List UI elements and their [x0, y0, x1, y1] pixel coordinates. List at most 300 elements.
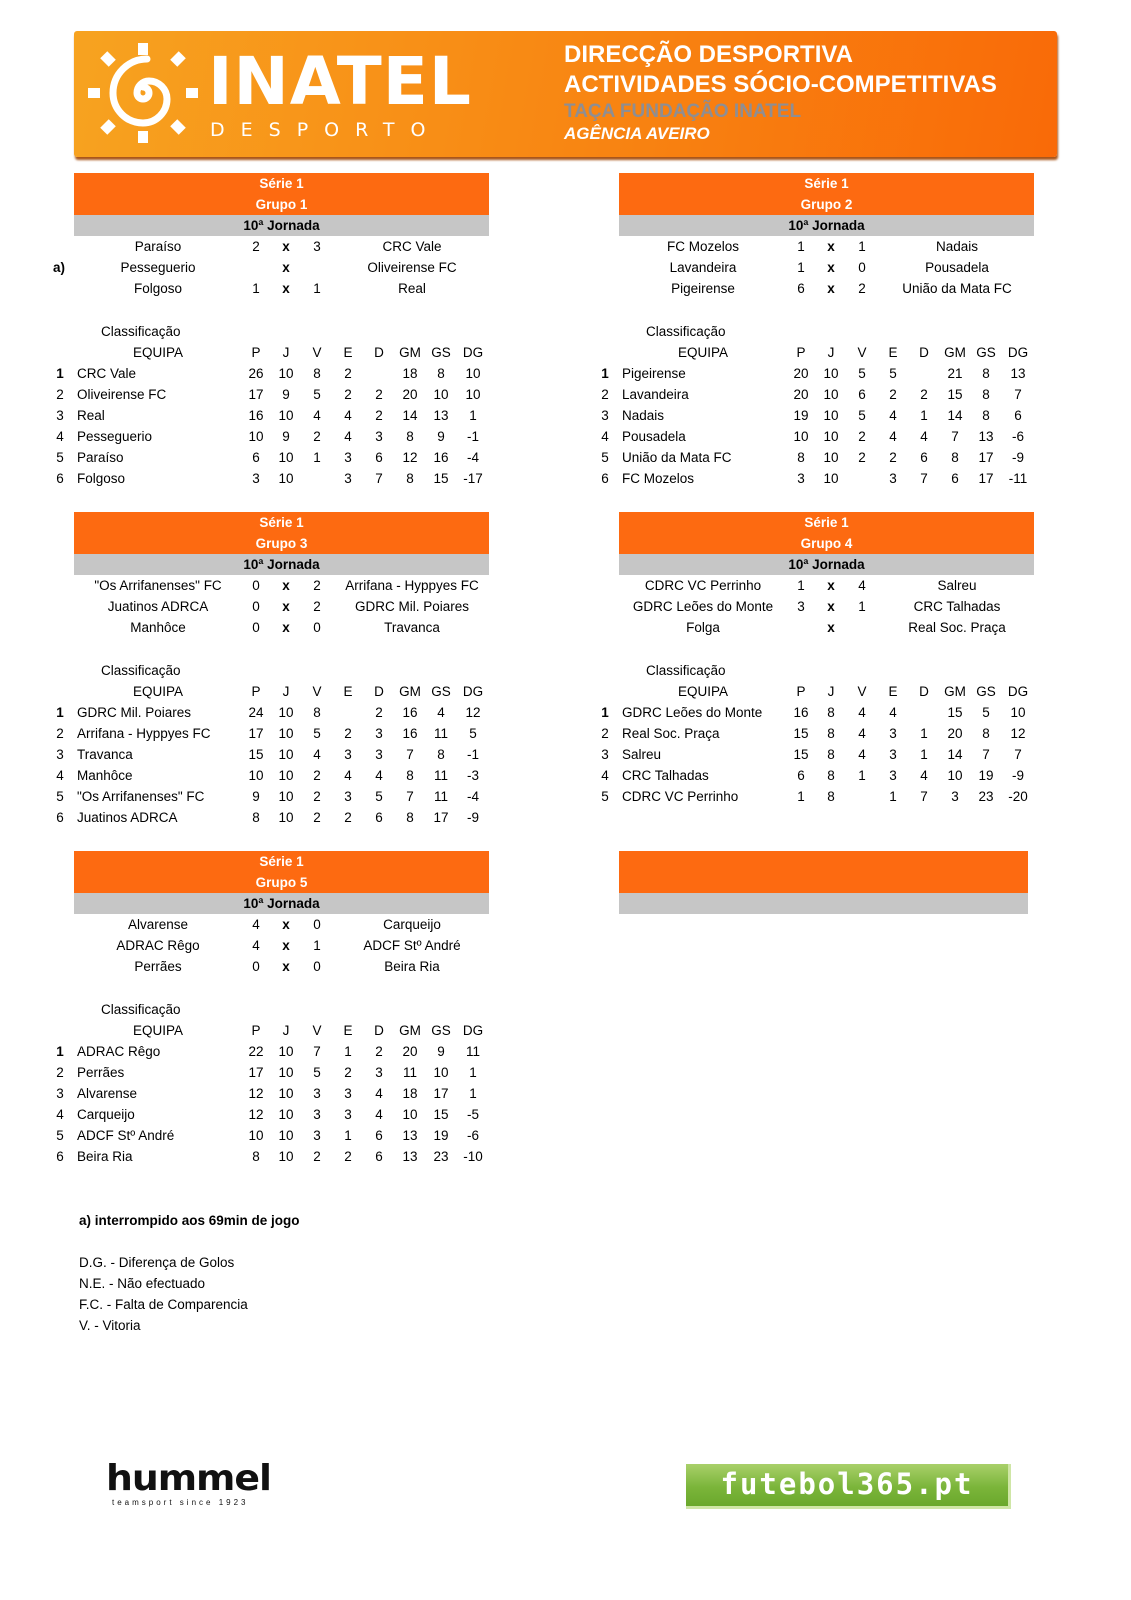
versus-mark: x: [282, 239, 290, 254]
hummel-wordmark: hummel: [106, 1458, 271, 1499]
home-score: 2: [252, 239, 260, 254]
away-team: Carqueijo: [383, 917, 441, 932]
standing-gs: 8: [982, 366, 990, 381]
standing-v: 2: [858, 429, 866, 444]
standing-p: 1: [797, 789, 805, 804]
standings-header-row: [53, 342, 513, 363]
standing-e: 4: [344, 429, 352, 444]
game-row: [53, 236, 513, 257]
standings-row: [598, 426, 1058, 447]
standing-p: 16: [248, 408, 264, 423]
standing-j: 10: [278, 471, 294, 486]
standing-team: Alvarense: [77, 1086, 138, 1101]
classification-label: Classificação: [646, 324, 726, 339]
standing-p: 3: [252, 471, 260, 486]
game-row: [53, 617, 513, 638]
away-team: ADCF Stº André: [363, 938, 461, 953]
standings-row: [598, 405, 1058, 426]
standing-j: 10: [823, 429, 839, 444]
standing-e: 3: [889, 471, 897, 486]
classification-label: Classificação: [101, 663, 181, 678]
versus-mark: x: [282, 599, 290, 614]
column-header-gm: GM: [944, 684, 966, 699]
column-header-j: J: [282, 345, 290, 360]
standings-row: [53, 468, 513, 489]
standing-dg: 10: [465, 366, 481, 381]
standing-j: 10: [278, 1065, 294, 1080]
standing-team: Beira Ria: [77, 1149, 133, 1164]
legend-item: V. - Vitoria: [79, 1318, 141, 1333]
standing-team: Arrifana - Hyppyes FC: [77, 726, 211, 741]
standing-v: 7: [313, 1044, 321, 1059]
standing-gm: 8: [951, 450, 959, 465]
standing-d: 6: [375, 1128, 383, 1143]
standing-d: 7: [375, 471, 383, 486]
standing-position: 3: [56, 747, 64, 762]
standing-gs: 10: [433, 1065, 449, 1080]
standing-gs: 5: [982, 705, 990, 720]
standing-position: 2: [601, 387, 609, 402]
legend-item: D.G. - Diferença de Golos: [79, 1255, 235, 1270]
standing-position: 6: [56, 471, 64, 486]
standing-dg: 11: [465, 1044, 480, 1059]
standing-d: 1: [920, 726, 928, 741]
game-row: [598, 596, 1058, 617]
standing-position: 5: [56, 1128, 64, 1143]
standing-v: 5: [313, 726, 321, 741]
home-score: 1: [797, 260, 805, 275]
standing-gs: 19: [978, 768, 994, 783]
away-team: CRC Vale: [382, 239, 442, 254]
game-row: [598, 617, 1058, 638]
standing-dg: 12: [1010, 726, 1026, 741]
standing-team: União da Mata FC: [622, 450, 732, 465]
standing-v: 4: [313, 408, 321, 423]
home-team: Alvarense: [127, 917, 189, 932]
standing-gs: 7: [982, 747, 990, 762]
standing-p: 12: [248, 1086, 264, 1101]
home-score: 0: [252, 599, 260, 614]
column-header-gm: GM: [399, 684, 421, 699]
home-score: 1: [797, 239, 805, 254]
standings-header-row: [53, 1020, 513, 1041]
away-team: Travanca: [384, 620, 440, 635]
standing-gm: 13: [402, 1149, 418, 1164]
standing-position: 4: [601, 768, 609, 783]
standing-gs: 15: [433, 1107, 449, 1122]
versus-mark: x: [827, 620, 835, 635]
standing-p: 10: [793, 429, 809, 444]
standing-dg: -20: [1008, 789, 1028, 804]
column-header-dg: DG: [462, 345, 484, 360]
inatel-wordmark: INATEL: [208, 43, 472, 120]
column-header-p: P: [251, 684, 261, 699]
standing-team: Folgoso: [77, 471, 126, 486]
standing-p: 6: [252, 450, 260, 465]
standing-dg: 1: [469, 1086, 477, 1101]
standing-dg: -1: [466, 429, 479, 444]
away-score: 1: [858, 599, 866, 614]
standing-position: 4: [56, 1107, 64, 1122]
away-team: GDRC Mil. Poiares: [354, 599, 470, 614]
classification-label: Classificação: [101, 324, 181, 339]
column-header-e: E: [888, 684, 898, 699]
standing-gs: 13: [978, 429, 994, 444]
column-header-p: P: [251, 1023, 261, 1038]
standing-j: 10: [278, 450, 294, 465]
away-score: 4: [858, 578, 866, 593]
standing-gs: 8: [982, 387, 990, 402]
standing-gm: 16: [402, 705, 418, 720]
standing-team: Pousadela: [622, 429, 686, 444]
standing-gs: 23: [433, 1149, 449, 1164]
standing-position: 2: [56, 387, 64, 402]
serie-header: Série 1: [74, 173, 489, 194]
versus-mark: x: [282, 260, 290, 275]
hummel-tagline: teamsport since 1923: [112, 1498, 249, 1507]
home-team: Lavandeira: [669, 260, 737, 275]
standing-position: 3: [56, 1086, 64, 1101]
standing-j: 10: [278, 408, 294, 423]
standing-team: Pesseguerio: [77, 429, 153, 444]
standing-e: 4: [344, 768, 352, 783]
standing-dg: 10: [1010, 705, 1026, 720]
standing-dg: 1: [469, 1065, 477, 1080]
standing-j: 10: [278, 1107, 294, 1122]
standing-gs: 17: [978, 471, 994, 486]
standings-row: [53, 447, 513, 468]
game-row: [53, 278, 513, 299]
standing-j: 8: [827, 705, 835, 720]
standing-d: 4: [375, 1107, 383, 1122]
standing-p: 24: [248, 705, 264, 720]
away-team: Salreu: [937, 578, 977, 593]
standings-header-row: [598, 681, 1058, 702]
away-score: 1: [858, 239, 866, 254]
standing-v: 3: [313, 1128, 321, 1143]
standing-gs: 8: [982, 408, 990, 423]
jornada-header: 10ª Jornada: [619, 215, 1034, 236]
home-team: ADRAC Rêgo: [116, 938, 200, 953]
standing-gm: 15: [947, 387, 963, 402]
away-score: 0: [313, 917, 321, 932]
standing-gs: 11: [433, 768, 448, 783]
standing-dg: -6: [466, 1128, 479, 1143]
standing-position: 1: [56, 366, 64, 381]
column-header-team: EQUIPA: [677, 345, 728, 360]
column-header-gs: GS: [431, 684, 451, 699]
standing-position: 2: [601, 726, 609, 741]
standing-v: 4: [313, 747, 321, 762]
standings-row: [598, 786, 1058, 807]
standing-d: 4: [920, 768, 928, 783]
versus-mark: x: [827, 578, 835, 593]
standing-dg: 1: [469, 408, 477, 423]
standing-team: Paraíso: [77, 450, 124, 465]
standing-j: 8: [827, 789, 835, 804]
standing-p: 17: [248, 387, 264, 402]
standing-gm: 8: [406, 471, 414, 486]
inatel-spiral-logo-icon: [88, 43, 198, 143]
standing-d: 2: [375, 1044, 383, 1059]
standing-e: 2: [344, 1065, 352, 1080]
column-header-v: V: [857, 345, 867, 360]
standing-p: 22: [248, 1044, 264, 1059]
standing-j: 10: [278, 768, 294, 783]
standing-team: ADRAC Rêgo: [77, 1044, 161, 1059]
standing-d: 6: [375, 450, 383, 465]
standing-p: 16: [793, 705, 809, 720]
standing-d: 5: [375, 789, 383, 804]
away-team: Real: [398, 281, 426, 296]
home-score: 0: [252, 578, 260, 593]
standing-gm: 20: [402, 1044, 418, 1059]
column-header-d: D: [919, 345, 929, 360]
grupo-header: Grupo 3: [74, 533, 489, 554]
standing-e: 3: [344, 450, 352, 465]
standing-e: 2: [344, 366, 352, 381]
standing-e: 1: [889, 789, 897, 804]
standing-dg: -9: [1011, 450, 1024, 465]
standings-row: [598, 447, 1058, 468]
column-header-j: J: [827, 345, 835, 360]
column-header-v: V: [312, 684, 322, 699]
standing-j: 10: [823, 450, 839, 465]
standings-row: [598, 744, 1058, 765]
standing-position: 4: [56, 429, 64, 444]
serie-header: Série 1: [619, 173, 1034, 194]
column-header-team: EQUIPA: [132, 345, 183, 360]
standing-gm: 11: [402, 1065, 417, 1080]
column-header-gs: GS: [431, 345, 451, 360]
standings-row: [53, 1062, 513, 1083]
away-score: 1: [313, 938, 321, 953]
away-score: 0: [313, 620, 321, 635]
standing-v: 8: [313, 366, 321, 381]
standing-gs: 8: [982, 726, 990, 741]
standing-d: 3: [375, 1065, 383, 1080]
standings-row: [53, 1083, 513, 1104]
classification-label: Classificação: [646, 663, 726, 678]
standing-team: GDRC Leões do Monte: [622, 705, 763, 720]
standing-position: 5: [56, 789, 64, 804]
standing-v: 6: [858, 387, 866, 402]
standing-d: 1: [920, 408, 928, 423]
standings-row: [53, 1104, 513, 1125]
away-score: 3: [313, 239, 321, 254]
standings-row: [53, 786, 513, 807]
standing-j: 8: [827, 726, 835, 741]
standing-position: 5: [601, 450, 609, 465]
standing-dg: 12: [465, 705, 481, 720]
standing-p: 15: [793, 726, 809, 741]
standing-p: 17: [248, 726, 264, 741]
standing-v: 3: [313, 1107, 321, 1122]
standing-gm: 15: [947, 705, 963, 720]
away-score: 2: [313, 599, 321, 614]
standing-position: 5: [601, 789, 609, 804]
standing-position: 3: [601, 747, 609, 762]
serie-header: Série 1: [619, 512, 1034, 533]
standing-team: Oliveirense FC: [77, 387, 167, 402]
standing-p: 20: [793, 387, 809, 402]
column-header-gm: GM: [399, 1023, 421, 1038]
standing-dg: -6: [1011, 429, 1024, 444]
away-team: Real Soc. Praça: [908, 620, 1006, 635]
standing-j: 10: [278, 1044, 294, 1059]
standing-v: 4: [858, 726, 866, 741]
standing-gm: 10: [947, 768, 963, 783]
legend-item: N.E. - Não efectuado: [79, 1276, 206, 1291]
jornada-header: 10ª Jornada: [74, 215, 489, 236]
standing-gs: 15: [433, 471, 449, 486]
standing-e: 3: [889, 768, 897, 783]
standing-gm: 3: [951, 789, 959, 804]
away-team: Beira Ria: [384, 959, 440, 974]
standing-e: 3: [344, 747, 352, 762]
standing-d: 6: [375, 1149, 383, 1164]
standing-j: 10: [278, 810, 294, 825]
standing-j: 10: [278, 747, 294, 762]
versus-mark: x: [282, 959, 290, 974]
column-header-p: P: [796, 345, 806, 360]
standing-e: 2: [889, 450, 897, 465]
standing-d: 2: [375, 705, 383, 720]
standing-team: "Os Arrifanenses" FC: [77, 789, 205, 804]
standing-e: 4: [344, 408, 352, 423]
standings-row: [53, 1146, 513, 1167]
standing-p: 15: [793, 747, 809, 762]
standing-v: 1: [858, 768, 866, 783]
standing-e: 3: [889, 747, 897, 762]
standing-dg: -1: [466, 747, 479, 762]
standing-gs: 17: [433, 810, 449, 825]
standing-e: 1: [344, 1128, 352, 1143]
column-header-d: D: [919, 684, 929, 699]
column-header-team: EQUIPA: [132, 684, 183, 699]
jornada-header: 10ª Jornada: [74, 893, 489, 914]
standing-j: 9: [282, 429, 290, 444]
standing-d: 2: [920, 387, 928, 402]
column-header-d: D: [374, 345, 384, 360]
standing-gm: 18: [402, 366, 418, 381]
column-header-d: D: [374, 1023, 384, 1038]
standing-d: 3: [375, 747, 383, 762]
standing-dg: -4: [466, 450, 479, 465]
standing-gm: 21: [947, 366, 963, 381]
grupo-header: Grupo 1: [74, 194, 489, 215]
game-row: [53, 596, 513, 617]
versus-mark: x: [827, 281, 835, 296]
standing-gs: 11: [433, 726, 448, 741]
standing-p: 10: [248, 1128, 264, 1143]
home-team: Pigeirense: [671, 281, 735, 296]
standing-d: 3: [375, 726, 383, 741]
standing-team: Pigeirense: [622, 366, 686, 381]
standing-gm: 6: [951, 471, 959, 486]
standing-e: 3: [889, 726, 897, 741]
futebol365-logo[interactable]: [686, 1464, 1011, 1509]
column-header-p: P: [251, 345, 261, 360]
column-header-gm: GM: [944, 345, 966, 360]
standing-gs: 11: [433, 789, 448, 804]
standing-dg: -11: [1008, 471, 1028, 486]
standing-dg: -5: [466, 1107, 479, 1122]
standing-e: 3: [344, 789, 352, 804]
standing-p: 15: [248, 747, 264, 762]
standings-header-row: [598, 342, 1058, 363]
standing-team: CDRC VC Perrinho: [622, 789, 739, 804]
column-header-gs: GS: [976, 684, 996, 699]
standing-team: Lavandeira: [622, 387, 689, 402]
game-row: [53, 257, 513, 278]
game-row: [53, 956, 513, 977]
versus-mark: x: [827, 239, 835, 254]
standing-team: FC Mozelos: [622, 471, 695, 486]
standing-position: 1: [56, 705, 64, 720]
standing-team: Perrães: [77, 1065, 125, 1080]
standing-gm: 13: [402, 1128, 418, 1143]
standing-p: 26: [248, 366, 264, 381]
standing-j: 10: [278, 789, 294, 804]
standing-p: 19: [793, 408, 809, 423]
standing-gs: 9: [437, 429, 445, 444]
standing-dg: -17: [463, 471, 483, 486]
standing-gm: 8: [406, 768, 414, 783]
classification-label: Classificação: [101, 1002, 181, 1017]
standing-d: 2: [375, 387, 383, 402]
standing-d: 6: [920, 450, 928, 465]
standing-e: 2: [344, 726, 352, 741]
standing-position: 6: [56, 810, 64, 825]
home-team: Folgoso: [133, 281, 183, 296]
standing-dg: -4: [466, 789, 479, 804]
grupo-header: Grupo 5: [74, 872, 489, 893]
game-row: [53, 575, 513, 596]
standing-team: Salreu: [622, 747, 662, 762]
standing-p: 10: [248, 768, 264, 783]
home-team: Juatinos ADRCA: [107, 599, 209, 614]
column-header-dg: DG: [1007, 684, 1029, 699]
home-team: Folga: [686, 620, 720, 635]
standings-row: [53, 384, 513, 405]
hummel-logo: [106, 1458, 271, 1507]
versus-mark: x: [282, 917, 290, 932]
column-header-e: E: [343, 684, 353, 699]
standing-gm: 8: [406, 429, 414, 444]
standing-gs: 4: [437, 705, 445, 720]
standing-team: Real Soc. Praça: [622, 726, 720, 741]
standing-team: CRC Vale: [77, 366, 137, 381]
standing-gs: 10: [433, 387, 449, 402]
column-header-j: J: [282, 684, 290, 699]
standing-v: 2: [313, 1149, 321, 1164]
standing-d: 4: [920, 429, 928, 444]
standing-dg: -9: [1011, 768, 1024, 783]
standing-team: Carqueijo: [77, 1107, 135, 1122]
standing-v: 2: [313, 789, 321, 804]
standings-header-row: [53, 681, 513, 702]
standing-p: 8: [797, 450, 805, 465]
header-title-1: DIRECÇÃO DESPORTIVA: [564, 41, 853, 68]
away-score: 0: [313, 959, 321, 974]
standing-position: 1: [56, 1044, 64, 1059]
column-header-e: E: [888, 345, 898, 360]
away-team: Nadais: [935, 239, 979, 254]
game-row: [598, 575, 1058, 596]
standing-gm: 20: [947, 726, 963, 741]
away-score: 2: [313, 578, 321, 593]
